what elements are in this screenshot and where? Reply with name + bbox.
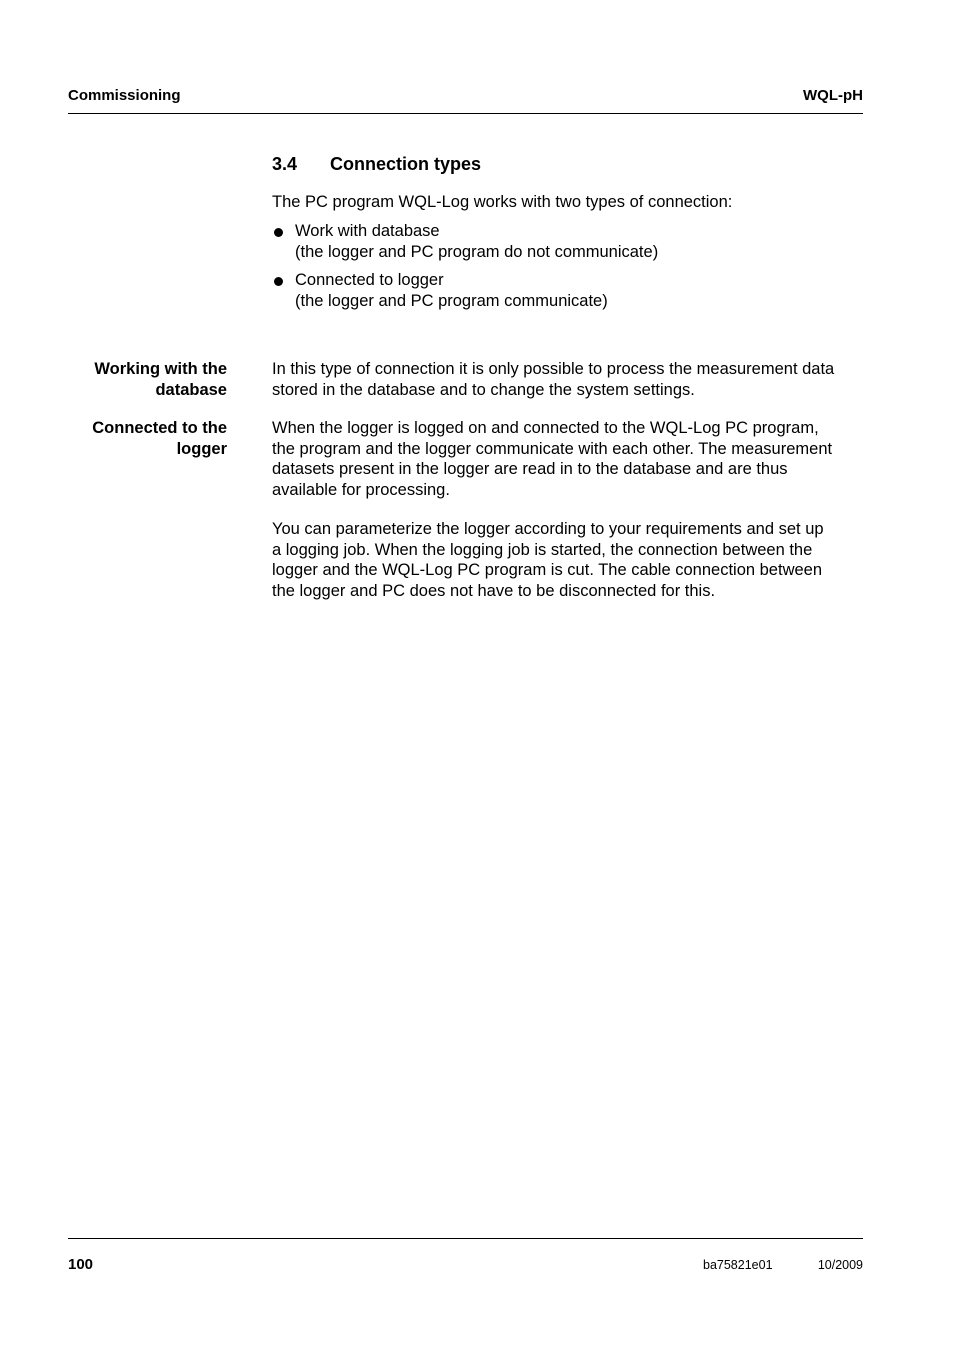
page-number: 100 [68,1256,94,1273]
text-line: the program and the logger communicate with each other. The measurement [272,439,833,458]
bullet-dot-icon [274,277,283,286]
side-label-line: Connected to the [92,419,227,437]
text-line: In this type of connection it is only possible to process the measurement data [272,360,835,378]
text-line: When the logger is logged on and connected to the WQL-Log PC program, [272,419,819,437]
bullet-line: Connected to logger [295,271,444,289]
document-id: ba75821e01 [703,1258,773,1272]
text-line: logger and the WQL-Log PC program is cut. The cable connection between [272,561,823,580]
paragraph-working-with-database [272,359,864,400]
text-line: stored in the database and to change the system settings. [272,380,695,399]
paragraph-connected-to-logger [272,418,864,501]
section-number: 3.4 [272,154,298,174]
running-header-chapter: Commissioning [68,87,181,104]
intro-paragraph: The PC program WQL-Log works with two types of connection: [272,193,733,211]
bullet-item [272,221,864,262]
text-line: datasets present in the logger are read in to the database and are thus [272,460,788,479]
text-line: available for processing. [272,481,450,500]
footer-rule [68,1238,863,1239]
section-title: Connection types [330,154,482,174]
side-label-line: Working with the [94,360,227,378]
document-date: 10/2009 [817,1258,863,1272]
text-line: a logging job. When the logging job is started, the connection between the [272,540,813,559]
header-rule [68,113,863,114]
side-label-line: database [155,380,227,399]
side-label-connected-to-logger [60,418,227,459]
bullet-item [272,270,864,311]
side-label-working-with-database [60,359,227,400]
running-header-product: WQL-pH [803,87,863,104]
bullet-dot-icon [274,228,283,237]
bullet-line: Work with database [295,222,440,240]
text-line: the logger and PC does not have to be disconnected for this. [272,582,716,601]
section-heading [272,153,481,175]
text-line: You can parameterize the logger according to your requirements and set up [272,520,824,538]
side-label-line: logger [176,439,227,458]
paragraph-parameterize-logger [272,519,864,602]
bullet-line: (the logger and PC program communicate) [295,291,608,310]
bullet-line: (the logger and PC program do not communicate) [295,242,659,261]
